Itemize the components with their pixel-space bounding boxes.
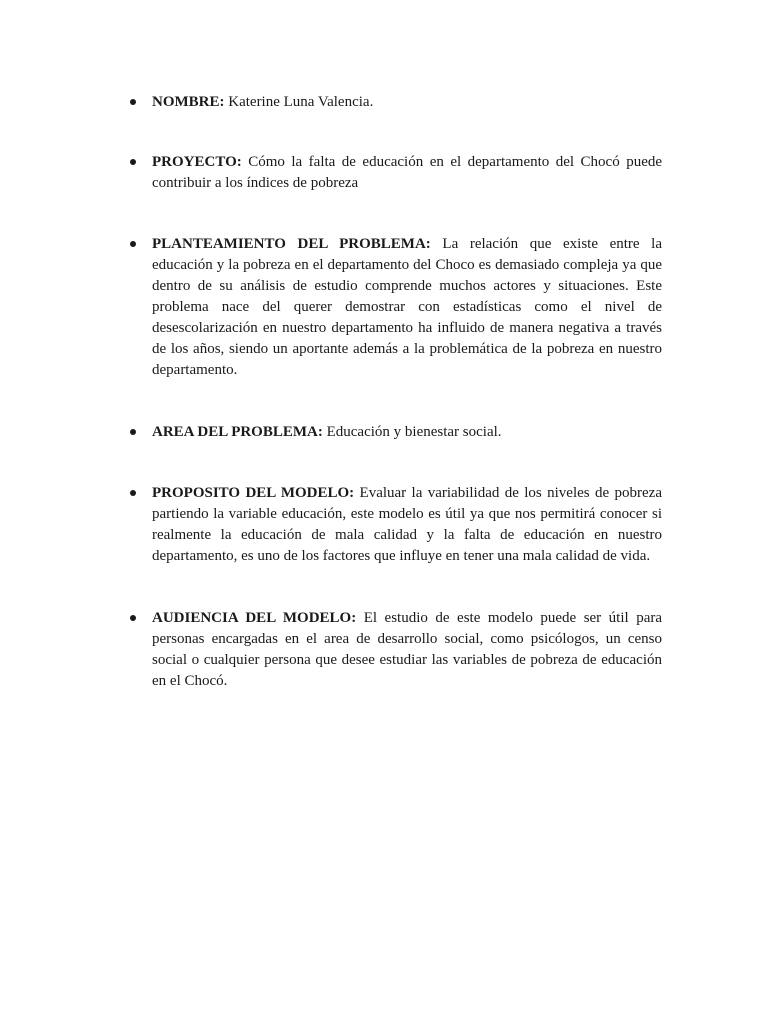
list-item-nombre xyxy=(128,92,662,113)
bullet-icon xyxy=(130,159,136,165)
list-item-proyecto xyxy=(128,152,662,194)
item-text: La relación que existe entre la educación y la pobreza en el departamento del Choco es demasiado compleja ya que dentro de su análisis de estudio comprende muchos actores y situaciones. Este problema nace del querer demostrar con estadísticas como el nivel de desescolarización en nuestro departamento ha influido de manera negativa a través de los años, siendo un aportante además a la problemática de la pobreza en nuestro departamento. xyxy=(152,236,662,378)
item-text: El estudio de este modelo puede ser útil para personas encargadas en el area de desarrollo social, como psicólogos, un censo social o cualquier persona que desee estudiar las variables de pobreza de educación en el Chocó. xyxy=(152,610,663,689)
list-item-proposito xyxy=(128,483,662,567)
list-item-audiencia xyxy=(128,608,662,692)
list-item-area xyxy=(128,422,662,443)
item-label: NOMBRE: xyxy=(152,94,225,110)
item-label: PROYECTO: xyxy=(152,154,242,170)
bullet-list xyxy=(128,92,662,692)
item-label: PLANTEAMIENTO DEL PROBLEMA: xyxy=(152,236,431,252)
bullet-icon xyxy=(130,429,136,435)
bullet-icon xyxy=(130,490,136,496)
bullet-icon xyxy=(130,615,136,621)
item-text: Katerine Luna Valencia. xyxy=(228,94,374,110)
item-label: AREA DEL PROBLEMA: xyxy=(152,424,323,440)
bullet-icon xyxy=(130,241,136,247)
item-text: Educación y bienestar social. xyxy=(326,424,502,440)
item-text: Evaluar la variabilidad de los niveles de pobreza partiendo la variable educación, este modelo es útil ya que nos permitirá conocer si realmente la educación de mala calidad y la falta de educación en nuestro departamento, es uno de los factores que influye en tener una mala calidad de vida. xyxy=(152,485,662,564)
item-label: AUDIENCIA DEL MODELO: xyxy=(152,610,357,626)
list-item-planteamiento xyxy=(128,234,662,381)
item-label: PROPOSITO DEL MODELO: xyxy=(152,485,355,501)
bullet-icon xyxy=(130,99,136,105)
item-text: Cómo la falta de educación en el departamento del Chocó puede contribuir a los índices de pobreza xyxy=(152,154,663,191)
